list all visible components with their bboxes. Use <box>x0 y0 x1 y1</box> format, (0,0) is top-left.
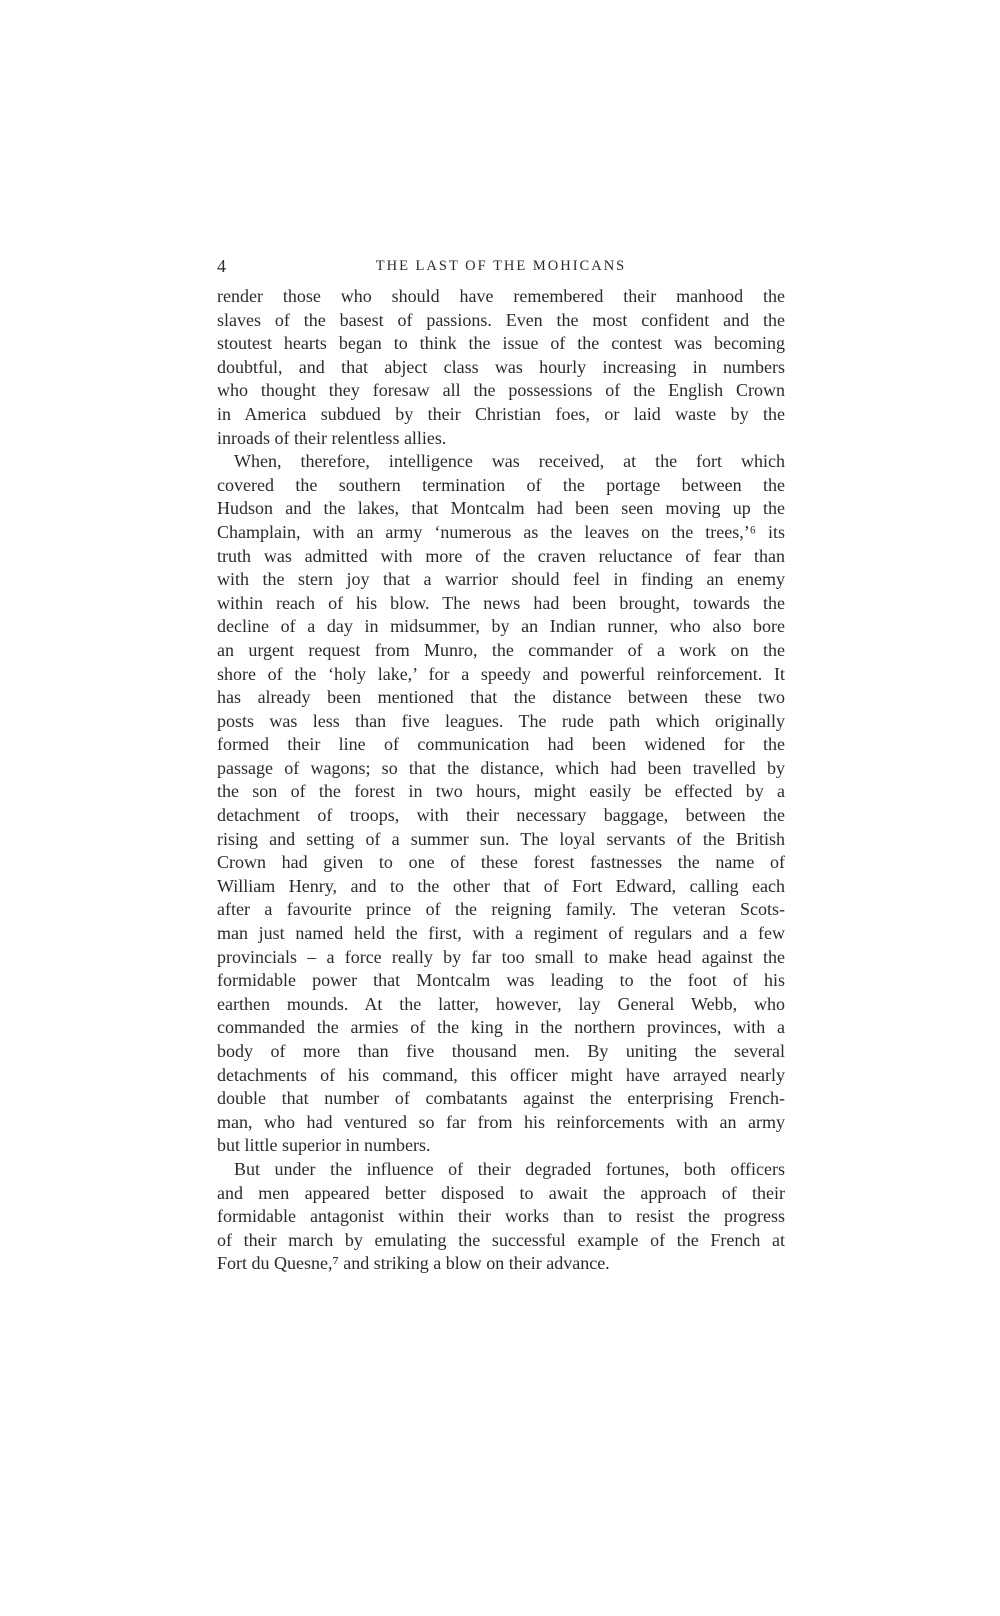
text-line: slaves of the basest of passions. Even the most confident and the <box>217 309 785 330</box>
body-text <box>217 285 785 1276</box>
text-line: When, therefore, intelligence was received, at the fort which <box>234 451 785 472</box>
text-line: body of more than five thousand men. By uniting the several <box>217 1041 785 1061</box>
text-line: truth was admitted with more of the craven reluctance of fear than <box>217 545 785 566</box>
text-line: shore of the ‘holy lake,’ for a speedy and powerful reinforcement. It <box>217 663 785 684</box>
text-line: William Henry, and to the other that of Fort Edward, calling each <box>217 875 785 896</box>
text-line: and men appeared better disposed to await the approach of their <box>217 1182 785 1203</box>
text-line: stoutest hearts began to think the issue of the contest was becoming <box>217 333 785 354</box>
paragraph <box>217 450 785 1158</box>
text-line: but little superior in numbers. <box>217 1135 431 1156</box>
text-line: posts was less than five leagues. The rude path which originally <box>217 710 785 731</box>
text-line: after a favourite prince of the reigning family. The veteran Scots- <box>217 899 785 920</box>
text-line: who thought they foresaw all the possessions of the English Crown <box>217 380 785 401</box>
text-line: But under the influence of their degraded fortunes, both officers <box>234 1158 785 1179</box>
text-line: commanded the armies of the king in the northern provinces, with a <box>217 1017 785 1038</box>
text-line: Champlain, with an army ‘numerous as the leaves on the trees,’⁶ its <box>217 521 785 542</box>
paragraph <box>217 1158 785 1276</box>
text-line: detachment of troops, with their necessary baggage, between the <box>217 805 785 826</box>
text-line: detachments of his command, this officer might have arrayed nearly <box>217 1064 785 1085</box>
text-line: within reach of his blow. The news had been brought, towards the <box>217 592 785 613</box>
text-line: with the stern joy that a warrior should feel in finding an enemy <box>217 569 785 590</box>
text-line: man, who had ventured so far from his reinforcements with an army <box>217 1111 785 1132</box>
text-line: provincials – a force really by far too small to make head against the <box>217 946 785 967</box>
text-line: passage of wagons; so that the distance, which had been travelled by <box>217 757 785 778</box>
text-line: covered the southern termination of the portage between the <box>217 474 785 495</box>
text-line: decline of a day in midsummer, by an Indian runner, who also bore <box>217 616 785 637</box>
text-line: of their march by emulating the successful example of the French at <box>217 1229 785 1250</box>
text-line: render those who should have remembered their manhood the <box>217 286 785 306</box>
text-line: Fort du Quesne,⁷ and striking a blow on their advance. <box>217 1253 610 1274</box>
text-line: formed their line of communication had been widened for the <box>217 734 785 755</box>
page-header <box>217 256 785 278</box>
text-line: formidable power that Montcalm was leading to the foot of his <box>217 970 785 991</box>
text-line: man just named held the first, with a regiment of regulars and a few <box>217 923 785 944</box>
text-line: in America subdued by their Christian foes, or laid waste by the <box>217 403 785 424</box>
text-line: Hudson and the lakes, that Montcalm had been seen moving up the <box>217 498 785 519</box>
text-line: inroads of their relentless allies. <box>217 427 447 448</box>
running-head: THE LAST OF THE MOHICANS <box>375 258 627 274</box>
text-line: earthen mounds. At the latter, however, lay General Webb, who <box>217 993 785 1014</box>
text-line: doubtful, and that abject class was hourly increasing in numbers <box>217 356 785 377</box>
page-number: 4 <box>217 256 226 276</box>
paragraph <box>217 285 785 450</box>
text-line: Crown had given to one of these forest fastnesses the name of <box>217 852 785 873</box>
text-line: an urgent request from Munro, the commander of a work on the <box>217 639 785 660</box>
text-line: the son of the forest in two hours, might easily be effected by a <box>217 781 785 802</box>
text-line: double that number of combatants against the enterprising French- <box>217 1088 785 1109</box>
text-line: rising and setting of a summer sun. The loyal servants of the British <box>217 828 785 849</box>
text-line: has already been mentioned that the distance between these two <box>217 687 785 708</box>
text-line: formidable antagonist within their works than to resist the progress <box>217 1206 785 1227</box>
